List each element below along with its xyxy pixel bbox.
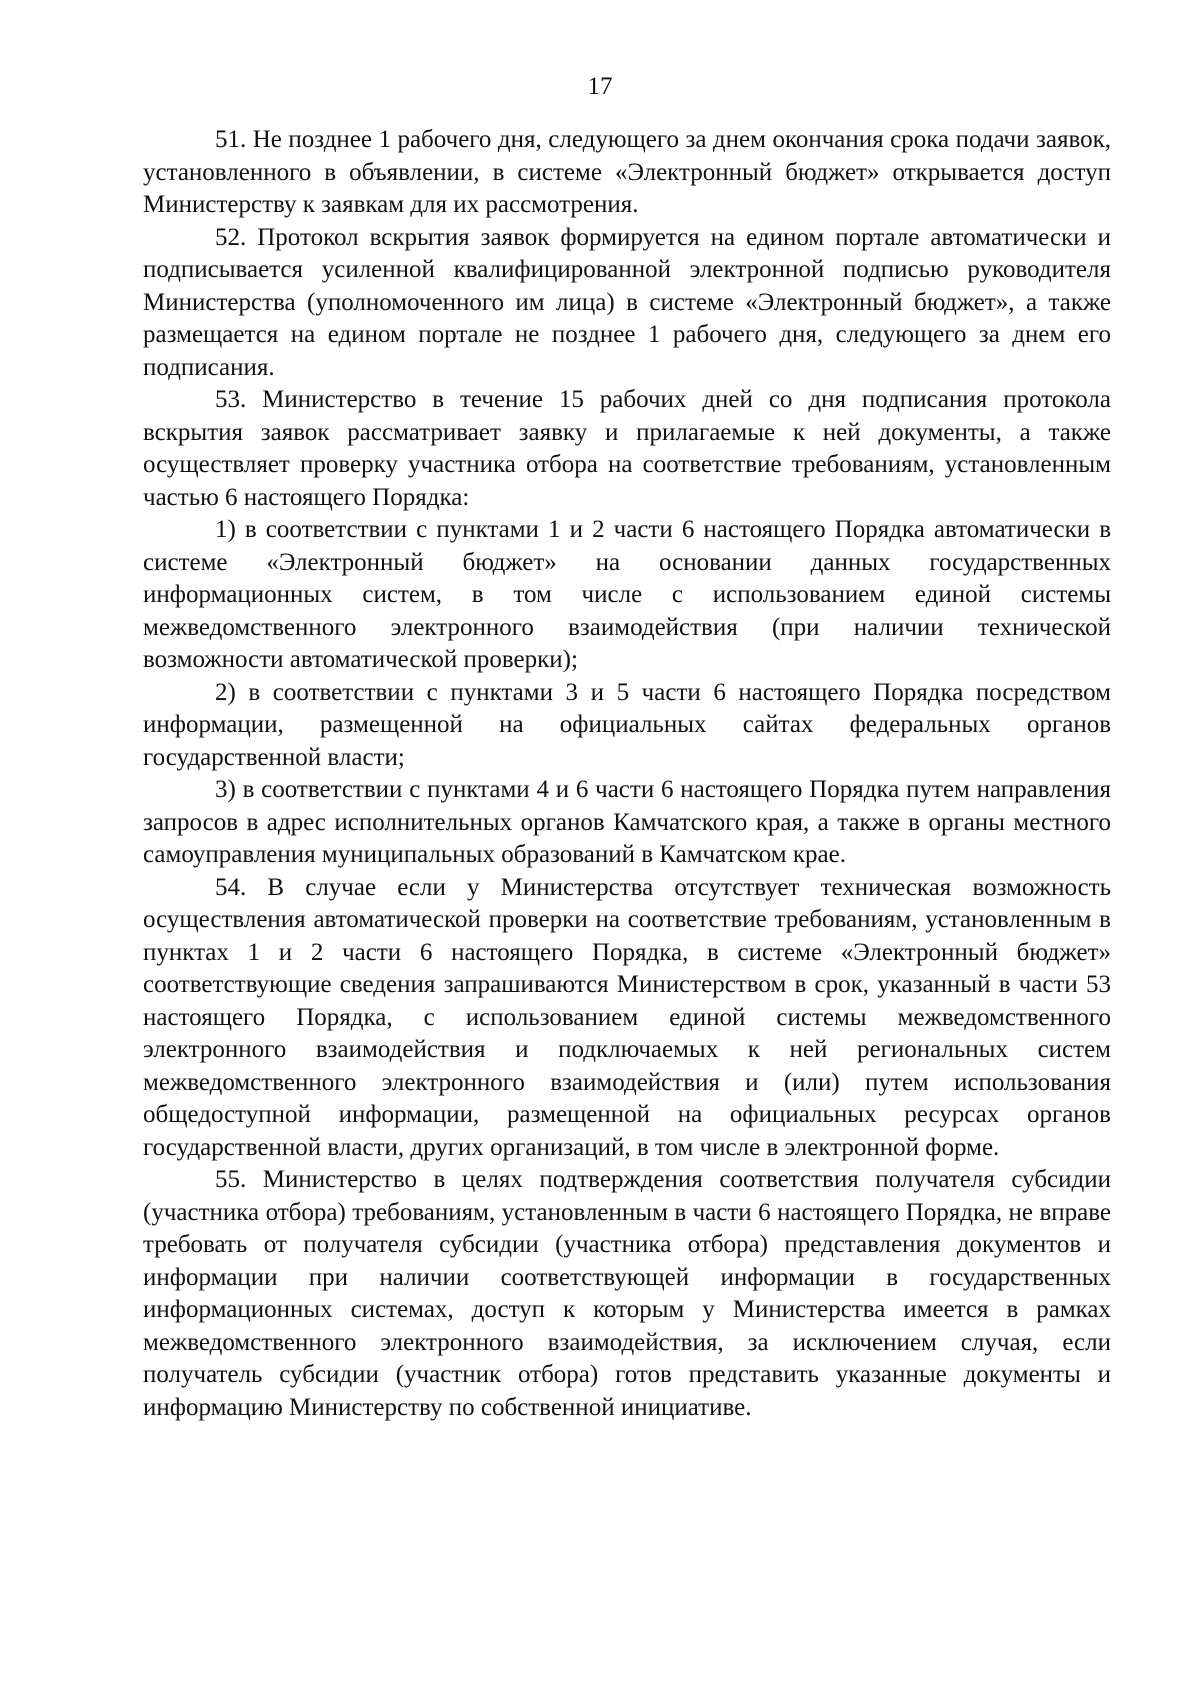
paragraph-52: 52. Протокол вскрытия заявок формируется на едином портале автоматически и подписывается усиленной квалифицированной электронной подписью руководителя Министерства (уполномоченного им лица) в системе «Электронный бюджет», а также размещается на едином портале не позднее 1 рабочего дня, следующего за днем его подписания. — [143, 223, 1111, 381]
paragraph-53-item-2: 2) в соответствии с пунктами 3 и 5 части 6 настоящего Порядка посредством информации, размещенной на официальных сайтах федеральных органов государственной власти; — [143, 678, 1111, 771]
paragraph-55: 55. Министерство в целях подтверждения соответствия получателя субсидии (участника отбора) требованиям, установленным в части 6 настоящего Порядка, не вправе требовать от получателя субсидии (участника отбора) представления документов и информации при наличии соответствующей информации в государственных информационных системах, доступ к которым у Министерства имеется в рамках межведомственного электронного взаимодействия, за исключением случая, если получатель субсидии (участник отбора) готов представить указанные документы и информацию Министерству по собственной инициативе. — [143, 1166, 1111, 1421]
paragraph-53: 53. Министерство в течение 15 рабочих дней со дня подписания протокола вскрытия заявок рассматривает заявку и прилагаемые к ней документы, а также осуществляет проверку участника отбора на соответствие требованиям, установленным частью 6 настоящего Порядка: — [143, 386, 1111, 511]
paragraph-53-item-1: 1) в соответствии с пунктами 1 и 2 части 6 настоящего Порядка автоматически в системе «Электронный бюджет» на основании данных государственных информационных систем, в том числе с использованием единой системы межведомственного электронного взаимодействия (при наличии технической возможности автоматической проверки); — [143, 516, 1111, 673]
document-body — [143, 124, 1111, 1424]
paragraph-51: 51. Не позднее 1 рабочего дня, следующего за днем окончания срока подачи заявок, установленного в объявлении, в системе «Электронный бюджет» открывается доступ Министерству к заявкам для их рассмотрения. — [143, 126, 1111, 218]
paragraph-54: 54. В случае если у Министерства отсутствует техническая возможность осуществления автоматической проверки на соответствие требованиям, установленным в пунктах 1 и 2 части 6 настоящего Порядка, в системе «Электронный бюджет» соответствующие сведения запрашиваются Министерством в срок, указанный в части 53 настоящего Порядка, с использованием единой системы межведомственного электронного взаимодействия и подключаемых к ней региональных систем межведомственного электронного взаимодействия и (или) путем использования общедоступной информации, размещенной на официальных ресурсах органов государственной власти, других организаций, в том числе в электронной форме. — [143, 873, 1111, 1161]
page-number: 17 — [587, 73, 613, 100]
paragraph-53-item-3: 3) в соответствии с пунктами 4 и 6 части 6 настоящего Порядка путем направления запросов в адрес исполнительных органов Камчатского края, а также в органы местного самоуправления муниципальных образований в Камчатском крае. — [143, 776, 1111, 868]
